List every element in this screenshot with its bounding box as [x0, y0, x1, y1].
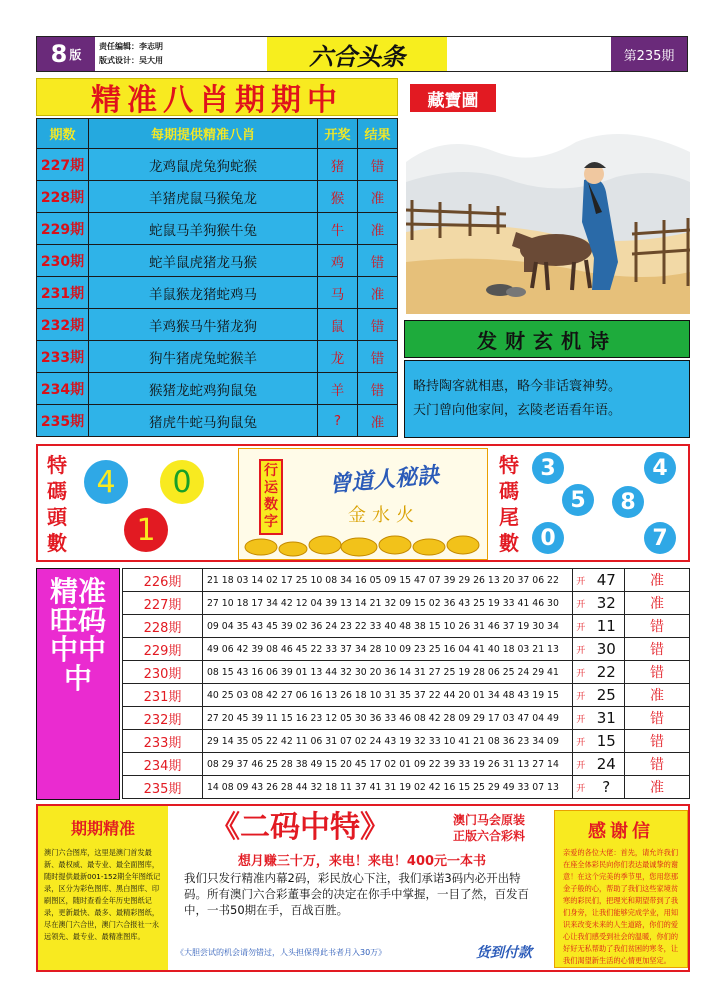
- zodiac-row-zodiacs: 猴猪龙蛇鸡狗鼠兔: [89, 373, 318, 405]
- lucky-code-draw: 47: [589, 569, 625, 592]
- col-header-draw: 开奖: [318, 119, 358, 149]
- lucky-code-open-label: 开: [573, 661, 589, 684]
- cash-on-delivery: 货到付款: [476, 945, 532, 961]
- tail-number-label: 特碼尾數: [499, 453, 519, 555]
- lucky-code-numbers: 09 04 35 43 45 39 02 36 24 23 22 33 40 48 38 15 10 26 31 46 37 19 30 34: [203, 615, 573, 638]
- lucky-code-open-label: 开: [573, 638, 589, 661]
- lucky-code-result: 错: [625, 615, 690, 638]
- zodiac-row-period: 228期: [37, 181, 89, 213]
- lucky-code-draw: 25: [589, 684, 625, 707]
- zodiac-row: [37, 245, 398, 277]
- lucky-code-result: 准: [625, 776, 690, 799]
- lucky-code-row: [123, 684, 690, 707]
- lucky-number-label: 行运数字: [259, 459, 283, 535]
- fortune-box: [238, 448, 488, 560]
- ad-title: 《二码中特》: [210, 810, 390, 845]
- poem-body: [404, 360, 690, 438]
- lucky-code-draw: 15: [589, 730, 625, 753]
- lucky-code-period: 232期: [123, 707, 203, 730]
- zodiac-row-zodiacs: 蛇鼠马羊狗猴牛兔: [89, 213, 318, 245]
- lucky-code-title: 精准旺码中中中: [36, 568, 120, 800]
- ad-note: 《大胆尝试的机会请勿错过，人头担保得此书者月入30万》: [176, 948, 387, 957]
- zodiac-row: [37, 277, 398, 309]
- lucky-code-open-label: 开: [573, 569, 589, 592]
- lucky-code-draw: 22: [589, 661, 625, 684]
- lucky-code-numbers: 40 25 03 08 42 27 06 16 13 26 18 10 31 35 37 22 44 20 01 34 48 43 19 15: [203, 684, 573, 707]
- zodiac-row-period: 230期: [37, 245, 89, 277]
- lucky-code-result: 准: [625, 592, 690, 615]
- lucky-code-period: 235期: [123, 776, 203, 799]
- eight-zodiac-table: [36, 118, 398, 437]
- zodiac-row: [37, 405, 398, 437]
- library-title: 期期精准: [70, 819, 135, 838]
- col-header-result: 结果: [358, 119, 398, 149]
- designer-credit: 版式设计：吴大用: [99, 56, 163, 65]
- poem-title: 发财玄机诗: [404, 320, 690, 358]
- zodiac-row-draw: 猪: [318, 149, 358, 181]
- thanks-letter-title: 感谢信: [588, 821, 654, 842]
- head-number-ball-1: 4: [84, 460, 128, 504]
- lucky-code-period: 233期: [123, 730, 203, 753]
- tail-number-ball-5: 0: [532, 522, 564, 554]
- zodiac-row-result: 准: [358, 181, 398, 213]
- treasure-map-label: 藏寶圖: [410, 84, 496, 112]
- zodiac-row-period: 229期: [37, 213, 89, 245]
- tail-number-ball-4: 8: [612, 486, 644, 518]
- lucky-code-numbers: 27 20 45 39 11 15 16 23 12 05 30 36 33 46 08 42 28 09 29 17 03 47 04 49: [203, 707, 573, 730]
- lucky-code-period: 228期: [123, 615, 203, 638]
- zodiac-row-result: 错: [358, 373, 398, 405]
- lucky-code-row: [123, 707, 690, 730]
- lucky-code-numbers: 29 14 35 05 22 42 11 06 31 07 02 24 43 19 32 33 10 41 21 08 36 23 34 09: [203, 730, 573, 753]
- head-number-ball-2: 0: [160, 460, 204, 504]
- ad-side-line-2: 正版六合彩料: [452, 829, 525, 843]
- lucky-code-draw: 31: [589, 707, 625, 730]
- page-suffix: 版: [69, 47, 82, 62]
- zodiac-row-period: 235期: [37, 405, 89, 437]
- zodiac-row-zodiacs: 羊猪虎鼠马猴兔龙: [89, 181, 318, 213]
- zodiac-row-result: 准: [358, 277, 398, 309]
- zodiac-row: [37, 213, 398, 245]
- zodiac-row: [37, 149, 398, 181]
- lucky-code-result: 错: [625, 730, 690, 753]
- lucky-code-result: 错: [625, 707, 690, 730]
- zodiac-row-draw: 鼠: [318, 309, 358, 341]
- lucky-code-open-label: 开: [573, 776, 589, 799]
- lucky-code-row: [123, 753, 690, 776]
- zodiac-row-zodiacs: 龙鸡鼠虎兔狗蛇猴: [89, 149, 318, 181]
- zodiac-row-draw: 牛: [318, 213, 358, 245]
- lucky-code-numbers: 49 06 42 39 08 46 45 22 33 37 34 28 10 09 23 25 16 04 41 40 18 03 21 13: [203, 638, 573, 661]
- lucky-code-open-label: 开: [573, 615, 589, 638]
- col-header-zodiacs: 每期提供精准八肖: [89, 119, 318, 149]
- zodiac-row-draw: 马: [318, 277, 358, 309]
- zodiac-row-result: 错: [358, 309, 398, 341]
- ad-side-text: [428, 812, 550, 844]
- issue-number: 第235期: [611, 37, 687, 71]
- lucky-code-open-label: 开: [573, 684, 589, 707]
- zodiac-row-draw: 羊: [318, 373, 358, 405]
- lucky-code-row: [123, 592, 690, 615]
- zodiac-row-result: 错: [358, 341, 398, 373]
- library-text: 澳门六合图库，这里是澳门首发最新、最权威、最专业、最全面图库，随时提供最新001-152期全年图纸记录，区分为彩色图库、黑白图库、印刷图区，随时查看全年历史图纸记录，更新最快、最多、最精彩图纸，尽在澳门六合世，澳门六合报社一永远领先、最专业、最精准图库。: [44, 848, 161, 941]
- lucky-code-numbers: 21 18 03 14 02 17 25 10 08 34 16 05 09 15 47 07 39 29 26 13 20 37 06 22: [203, 569, 573, 592]
- head-number-label: 特碼頭數: [47, 453, 67, 555]
- lucky-code-row: [123, 776, 690, 799]
- zodiac-row-zodiacs: 羊鸡猴马牛猪龙狗: [89, 309, 318, 341]
- treasure-map-illustration: [406, 122, 690, 314]
- secret-title: 曾道人秘訣: [328, 463, 441, 498]
- lucky-code-numbers: 08 15 43 16 06 39 01 13 44 32 30 20 36 14 31 27 25 19 28 06 25 24 29 41: [203, 661, 573, 684]
- credits: [99, 40, 163, 68]
- lucky-code-result: 错: [625, 661, 690, 684]
- zodiac-row-draw: ?: [318, 405, 358, 437]
- tail-number-ball-2: 4: [644, 452, 676, 484]
- lucky-code-period: 226期: [123, 569, 203, 592]
- zodiac-row-zodiacs: 羊鼠猴龙猪蛇鸡马: [89, 277, 318, 309]
- page-header: [36, 36, 688, 72]
- lucky-code-draw: 24: [589, 753, 625, 776]
- lucky-code-open-label: 开: [573, 730, 589, 753]
- head-number-ball-3: 1: [124, 508, 168, 552]
- five-elements: 金水火: [348, 505, 420, 526]
- zodiac-row-period: 234期: [37, 373, 89, 405]
- eight-zodiac-title: 精准八肖期期中: [36, 78, 398, 116]
- zodiac-row-draw: 龙: [318, 341, 358, 373]
- zodiac-row-result: 准: [358, 213, 398, 245]
- tail-number-ball-1: 3: [532, 452, 564, 484]
- lucky-code-draw: 30: [589, 638, 625, 661]
- editor-credit: 责任编辑：李志明: [99, 42, 163, 51]
- number-strip: [36, 444, 690, 562]
- lucky-code-result: 准: [625, 684, 690, 707]
- zodiac-row-result: 准: [358, 405, 398, 437]
- lucky-code-open-label: 开: [573, 753, 589, 776]
- thanks-letter-text: 亲爱的各位大佬：首先，请允许我们在座全体彩民向你们表达最诚挚的谢意！在这个完美的季节里，您用您那金子般的心，帮助了我们这些家境贫寒的彩民们，把理光和期望带到了我们身旁，让我们能够完成学业，用知识来改变未来的人生道路，你们的爱心让我们感受到社会的温暖，你们的好好无私帮助了我们贫困的寒冬，让我们渴望新生活的心情更加坚定。: [563, 848, 679, 965]
- zodiac-row-zodiacs: 猪虎牛蛇马狗鼠兔: [89, 405, 318, 437]
- zodiac-row-period: 227期: [37, 149, 89, 181]
- lucky-code-table: [122, 568, 690, 799]
- zodiac-row-zodiacs: 蛇羊鼠虎猪龙马猴: [89, 245, 318, 277]
- lucky-code-numbers: 14 08 09 43 26 28 44 32 18 11 37 41 31 19 02 42 16 15 25 29 49 33 07 13: [203, 776, 573, 799]
- zodiac-row-draw: 鸡: [318, 245, 358, 277]
- zodiac-row-draw: 猴: [318, 181, 358, 213]
- lucky-code-period: 231期: [123, 684, 203, 707]
- lucky-code-period: 229期: [123, 638, 203, 661]
- poem-line-1: 略持陶客就相惠，略今非话寰神势。: [413, 379, 622, 394]
- library-panel: [38, 806, 168, 970]
- ad-body: 我们只发行精准内幕2码，彩民放心下注，我们承诺3码内必开出特码。所有澳门六合彩董事会的决定在你手中掌握，一目了然，百发百中，一书50期在手，百战百胜。: [184, 871, 529, 917]
- lucky-code-numbers: 08 29 37 46 25 28 38 49 15 20 45 17 02 01 09 22 39 33 19 26 31 13 27 14: [203, 753, 573, 776]
- zodiac-row: [37, 309, 398, 341]
- zodiac-row: [37, 373, 398, 405]
- bottom-section: [36, 804, 690, 972]
- lucky-code-period: 227期: [123, 592, 203, 615]
- zodiac-row-zodiacs: 狗牛猪虎兔蛇猴羊: [89, 341, 318, 373]
- page-number-badge: [37, 37, 95, 71]
- lucky-code-period: 230期: [123, 661, 203, 684]
- poem-line-2: 天门曾向他家间，玄陵老语看年语。: [413, 403, 622, 418]
- col-header-period: 期数: [37, 119, 89, 149]
- tail-number-ball-3: 5: [562, 484, 594, 516]
- lucky-code-row: [123, 661, 690, 684]
- lucky-code-row: [123, 615, 690, 638]
- lucky-code-period: 234期: [123, 753, 203, 776]
- lucky-code-row: [123, 730, 690, 753]
- lucky-code-draw: 32: [589, 592, 625, 615]
- lucky-code-result: 错: [625, 753, 690, 776]
- tail-number-ball-6: 7: [644, 522, 676, 554]
- lucky-code-numbers: 27 10 18 17 34 42 12 04 39 13 14 21 32 09 15 02 36 43 25 19 33 41 46 30: [203, 592, 573, 615]
- zodiac-row-result: 错: [358, 149, 398, 181]
- zodiac-row-period: 232期: [37, 309, 89, 341]
- zodiac-row-result: 错: [358, 245, 398, 277]
- zodiac-row-period: 231期: [37, 277, 89, 309]
- lucky-code-result: 错: [625, 638, 690, 661]
- ad-panel: [172, 806, 552, 970]
- zodiac-row: [37, 181, 398, 213]
- masthead: 六合头条: [267, 37, 447, 71]
- lucky-code-draw: ?: [589, 776, 625, 799]
- thanks-letter-panel: [554, 810, 688, 968]
- lucky-code-result: 准: [625, 569, 690, 592]
- page-number: 8: [50, 40, 68, 68]
- gold-ingots-icon: [241, 529, 485, 557]
- ad-slogan: 想月赚三十万，来电！来电！400元一本书: [237, 854, 487, 869]
- lucky-code-open-label: 开: [573, 707, 589, 730]
- ad-side-line-1: 澳门马会原装: [452, 813, 525, 827]
- lucky-code-row: [123, 569, 690, 592]
- zodiac-row-period: 233期: [37, 341, 89, 373]
- lucky-code-open-label: 开: [573, 592, 589, 615]
- zodiac-row: [37, 341, 398, 373]
- lucky-code-draw: 11: [589, 615, 625, 638]
- lucky-code-row: [123, 638, 690, 661]
